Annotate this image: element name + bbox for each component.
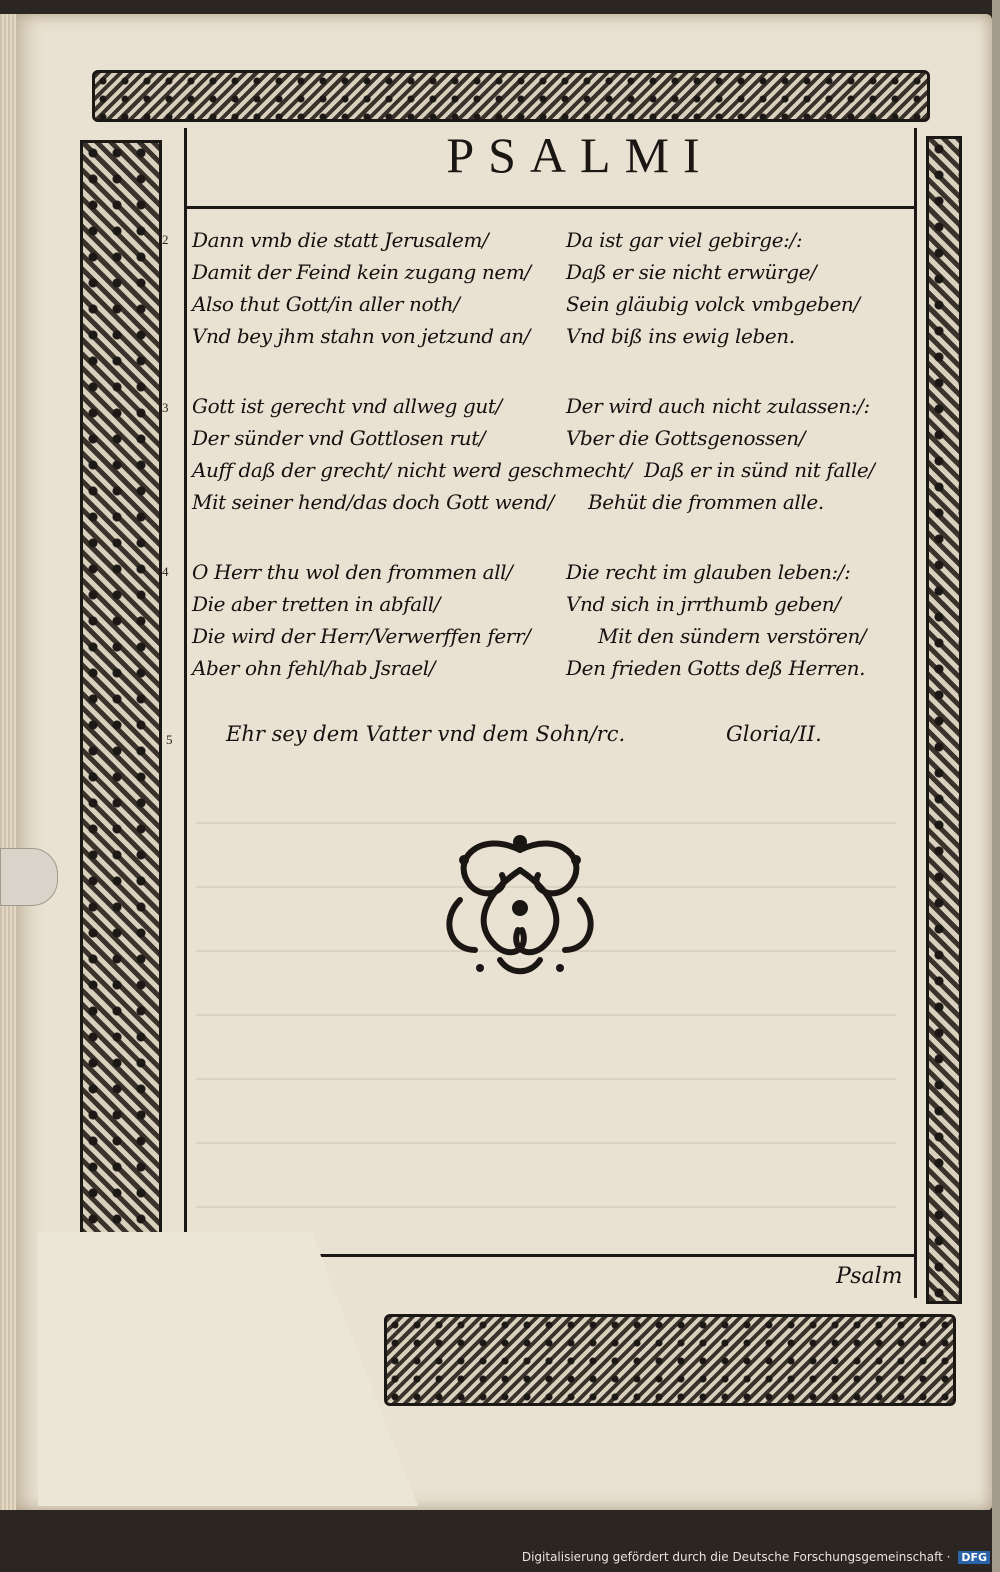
line-first-half: Dann vmb die statt Jerusalem/ bbox=[192, 228, 489, 252]
verse-line bbox=[192, 422, 912, 454]
line-second-half: Daß er in sünd nit falle/ bbox=[644, 458, 875, 482]
verse-line bbox=[192, 320, 912, 352]
verse-number: 3 bbox=[162, 400, 169, 415]
scan-edge bbox=[992, 0, 1000, 1572]
page-title: PSALMI bbox=[446, 127, 714, 183]
frame-line-left bbox=[184, 128, 187, 1258]
line-second-half: Behüt die frommen alle. bbox=[588, 490, 824, 514]
line-second-half: Da ist gar viel gebirge:/: bbox=[566, 228, 803, 252]
line-second-half: Die recht im glauben leben:/: bbox=[566, 560, 851, 584]
ornamental-border-bottom bbox=[384, 1314, 956, 1406]
line-first-half: Gott ist gerecht vnd allweg gut/ bbox=[192, 394, 502, 418]
verse-number: 5 bbox=[166, 732, 173, 747]
line-first-half: Auff daß der grecht/ nicht werd geschmecht/ bbox=[192, 458, 632, 482]
separator-dot: · bbox=[942, 1550, 955, 1564]
bleed-through-area bbox=[196, 760, 896, 1220]
line-second-half: Sein gläubig volck vmbgeben/ bbox=[566, 292, 860, 316]
verse-number: 4 bbox=[162, 564, 169, 579]
credit-text: Digitalisierung gefördert durch die Deutsche Forschungsgemeinschaft bbox=[521, 1550, 943, 1564]
page-edges bbox=[0, 14, 16, 1510]
verse-line bbox=[192, 288, 912, 320]
ornamental-border-right bbox=[926, 136, 962, 1304]
line-first-half: Also thut Gott/in aller noth/ bbox=[192, 292, 460, 316]
frame-line-right bbox=[914, 128, 917, 1298]
digitization-credit bbox=[522, 1550, 990, 1564]
line-second-half: Der wird auch nicht zulassen:/: bbox=[566, 394, 870, 418]
printers-ornament-icon bbox=[440, 830, 600, 980]
stanza bbox=[192, 224, 912, 352]
verse-line bbox=[192, 588, 912, 620]
gloria-label: Gloria/II. bbox=[726, 722, 822, 746]
gloria-text: Ehr sey dem Vatter vnd dem Sohn/rc. bbox=[226, 722, 626, 746]
line-second-half: Vnd biß ins ewig leben. bbox=[566, 324, 795, 348]
line-first-half: Der sünder vnd Gottlosen rut/ bbox=[192, 426, 486, 450]
frame-line-under-heading bbox=[184, 206, 914, 209]
verse-line bbox=[192, 256, 912, 288]
verse-line bbox=[192, 486, 912, 518]
line-second-half: Mit den sündern verstören/ bbox=[598, 624, 867, 648]
line-first-half: Vnd bey jhm stahn von jetzund an/ bbox=[192, 324, 530, 348]
line-first-half: O Herr thu wol den frommen all/ bbox=[192, 560, 513, 584]
stanza bbox=[192, 390, 912, 518]
line-first-half: Die wird der Herr/Verwerffen ferr/ bbox=[192, 624, 531, 648]
line-first-half: Damit der Feind kein zugang nem/ bbox=[192, 260, 531, 284]
ornamental-border-left bbox=[80, 140, 162, 1238]
verse-line bbox=[192, 620, 912, 652]
verse-number: 2 bbox=[162, 232, 169, 247]
verse-line bbox=[192, 390, 912, 422]
verse-line bbox=[192, 556, 912, 588]
line-second-half: Vber die Gottsgenossen/ bbox=[566, 426, 806, 450]
ornamental-border-top bbox=[92, 70, 930, 122]
verse-line bbox=[192, 224, 912, 256]
verse-line bbox=[192, 454, 912, 486]
line-first-half: Die aber tretten in abfall/ bbox=[192, 592, 441, 616]
dfg-logo: DFG bbox=[958, 1551, 990, 1564]
line-first-half: Aber ohn fehl/hab Jsrael/ bbox=[192, 656, 436, 680]
line-second-half: Vnd sich in jrrthumb geben/ bbox=[566, 592, 841, 616]
line-first-half: Mit seiner hend/das doch Gott wend/ bbox=[192, 490, 554, 514]
line-second-half: Daß er sie nicht erwürge/ bbox=[566, 260, 817, 284]
verse-line bbox=[192, 652, 912, 684]
catchword: Psalm bbox=[836, 1264, 903, 1289]
bookmark-tab bbox=[0, 848, 58, 906]
line-second-half: Den frieden Gotts deß Herren. bbox=[566, 656, 866, 680]
stanza bbox=[192, 556, 912, 684]
